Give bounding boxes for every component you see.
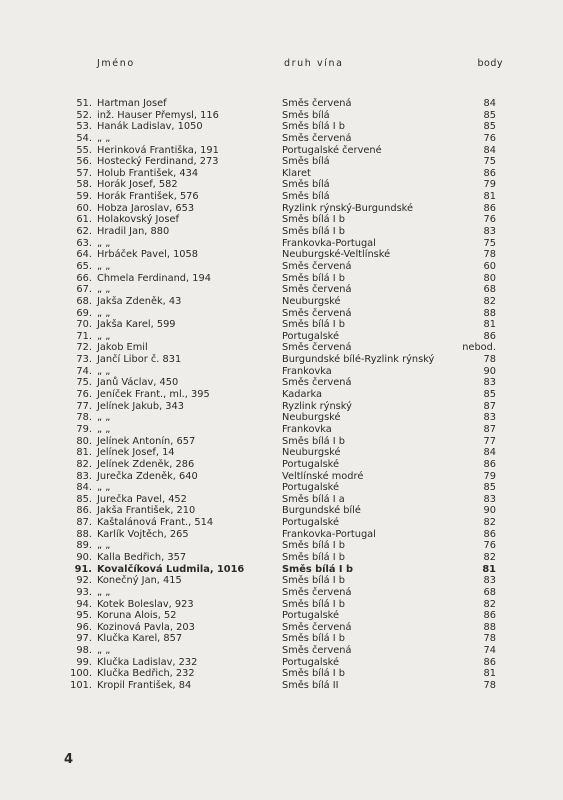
list-item [0,459,563,471]
entry-name: Kropil František, 84 [97,680,192,692]
entry-name: Konečný Jan, 415 [97,575,182,587]
entry-name: inž. Hauser Přemysl, 116 [97,109,219,121]
entry-number: 98. [76,645,92,657]
list-item [0,179,563,191]
list-item [0,680,563,692]
entry-number: 54. [76,132,92,144]
entry-number: 97. [76,633,92,645]
entry-wine-type: Směs bílá I b [282,121,346,133]
entry-wine-type: Burgundské bílé [282,505,361,517]
results-list [0,98,563,692]
entry-name: Horák Josef, 582 [97,179,178,191]
entry-number: 100. [70,668,92,680]
entry-name: Jelínek Antonín, 657 [97,435,196,447]
entry-wine-type: Směs červená [282,342,352,354]
entry-number: 75. [76,377,92,389]
entry-points: 83 [483,412,496,424]
list-item [0,145,563,157]
entry-points: 81 [483,668,496,680]
entry-wine-type: Frankovka-Portugal [282,528,376,540]
entry-name: Herinková Františka, 191 [97,144,219,156]
entry-points: 86 [483,330,496,342]
entry-wine-type: Směs bílá I b [282,575,346,587]
entry-name: Kovalčíková Ludmila, 1016 [97,563,245,575]
entry-points: 85 [483,121,496,133]
entry-wine-type: Burgundské bílé-Ryzlink rýnský [282,354,435,366]
entry-number: 62. [76,226,92,238]
header-wine-type: druh vína [284,58,344,69]
entry-number: 74. [76,365,92,377]
list-item [0,517,563,529]
entry-number: 53. [76,121,92,133]
entry-name: „ „ [97,260,111,272]
entry-points: 86 [483,167,496,179]
entry-name: Hrbáček Pavel, 1058 [97,249,198,261]
entry-name: „ „ [97,540,111,552]
entry-number: 90. [76,551,92,563]
entry-points: 82 [483,295,496,307]
entry-points: 81 [482,563,496,575]
entry-points: 76 [483,540,496,552]
list-item [0,296,563,308]
entry-name: „ „ [97,645,111,657]
entry-number: 101. [70,680,92,692]
entry-wine-type: Směs bílá I b [282,668,346,680]
list-item [0,377,563,389]
entry-name: Klučka Bedřich, 232 [97,668,195,680]
list-item [0,610,563,622]
header-points: body [477,58,503,69]
entry-wine-type: Směs červená [282,586,352,598]
entry-wine-type: Neuburgské-Veltlínské [282,249,391,261]
entry-wine-type: Směs červená [282,377,352,389]
entry-points: 82 [483,517,496,529]
entry-points: 68 [483,284,496,296]
entry-points: 78 [483,633,496,645]
list-item [0,168,563,180]
list-item [0,319,563,331]
list-item [0,133,563,145]
entry-points: 79 [483,179,496,191]
entry-points: 84 [483,98,496,109]
entry-wine-type: Frankovka [282,423,332,435]
entry-name: Hartman Josef [97,98,167,109]
entry-number: 77. [76,400,92,412]
entry-number: 84. [76,482,92,494]
entry-name: Holub František, 434 [97,167,199,179]
entry-points: 78 [483,249,496,261]
list-item [0,633,563,645]
entry-wine-type: Neuburgské [282,447,341,459]
list-item [0,645,563,657]
entry-wine-type: Směs červená [282,307,352,319]
list-item [0,668,563,680]
entry-wine-type: Směs bílá I b [282,319,346,331]
entry-wine-type: Směs bílá I b [282,563,353,575]
entry-name: Jurečka Zdeněk, 640 [97,470,198,482]
entry-name: Klučka Karel, 857 [97,633,183,645]
list-item [0,191,563,203]
entry-points: 87 [483,400,496,412]
entry-number: 99. [76,656,92,668]
entry-points: 90 [483,365,496,377]
entry-wine-type: Směs červená [282,260,352,272]
list-item [0,354,563,366]
entry-wine-type: Frankovka [282,365,332,377]
entry-wine-type: Směs bílá [282,156,330,168]
entry-name: „ „ [97,412,111,424]
list-item [0,203,563,215]
entry-points: 86 [483,610,496,622]
entry-name: Jančí Libor č. 831 [97,354,182,366]
entry-number: 93. [76,586,92,598]
entry-wine-type: Směs bílá I b [282,540,346,552]
entry-wine-type: Směs bílá [282,191,330,203]
entry-points: 83 [483,377,496,389]
entry-number: 68. [76,295,92,307]
entry-number: 56. [76,156,92,168]
entry-name: „ „ [97,586,111,598]
entry-number: 78. [76,412,92,424]
entry-points: 84 [483,447,496,459]
entry-points: 77 [483,435,496,447]
entry-number: 63. [76,237,92,249]
entry-points: 86 [483,202,496,214]
list-item [0,587,563,599]
entry-points: 81 [483,191,496,203]
entry-name: Hradil Jan, 880 [97,226,170,238]
entry-number: 72. [76,342,92,354]
entry-number: 79. [76,423,92,435]
entry-points: 76 [483,214,496,226]
entry-wine-type: Portugalské [282,610,340,622]
entry-name: Jakša František, 210 [97,505,196,517]
list-item [0,238,563,250]
entry-name: Jelínek Josef, 14 [97,447,175,459]
entry-wine-type: Směs červená [282,284,352,296]
entry-name: Kozinová Pavla, 203 [97,621,195,633]
list-item [0,214,563,226]
entry-number: 91. [74,563,92,575]
entry-wine-type: Portugalské [282,656,340,668]
entry-points: 82 [483,551,496,563]
entry-number: 73. [76,354,92,366]
list-item [0,261,563,273]
table-header [0,58,563,72]
entry-name: Jeníček Frant., ml., 395 [97,389,210,401]
entry-number: 70. [76,319,92,331]
list-item [0,249,563,261]
entry-points: 68 [483,586,496,598]
entry-number: 96. [76,621,92,633]
entry-number: 89. [76,540,92,552]
entry-name: Jelínek Jakub, 343 [97,400,185,412]
entry-points: 86 [483,656,496,668]
entry-name: „ „ [97,237,111,249]
entry-number: 57. [76,167,92,179]
list-item [0,471,563,483]
list-item [0,436,563,448]
entry-number: 81. [76,447,92,459]
entry-points: 75 [483,237,496,249]
entry-number: 51. [76,98,92,109]
entry-wine-type: Směs červená [282,645,352,657]
entry-wine-type: Ryzlink rýnský-Burgundské [282,202,414,214]
entry-points: 74 [483,645,496,657]
entry-number: 55. [76,144,92,156]
entry-points: 75 [483,156,496,168]
entry-wine-type: Neuburgské [282,295,341,307]
list-item [0,342,563,354]
entry-name: Horák František, 576 [97,191,199,203]
entry-number: 52. [76,109,92,121]
list-item [0,575,563,587]
entry-name: Holakovský Josef [97,214,180,226]
entry-name: „ „ [97,365,111,377]
entry-number: 66. [76,272,92,284]
entry-number: 95. [76,610,92,622]
entry-number: 82. [76,458,92,470]
entry-points: 81 [483,319,496,331]
entry-wine-type: Portugalské červené [282,144,382,156]
entry-name: Jakob Emil [97,342,148,354]
entry-name: Hobza Jaroslav, 653 [97,202,195,214]
entry-points: 83 [483,575,496,587]
entry-wine-type: Směs bílá I b [282,633,346,645]
entry-points: 79 [483,470,496,482]
entry-wine-type: Směs bílá I b [282,598,346,610]
entry-points: 84 [483,144,496,156]
entry-wine-type: Portugalské [282,482,340,494]
header-name: Jméno [97,58,135,69]
entry-points: 78 [483,354,496,366]
entry-points: 90 [483,505,496,517]
entry-points: 85 [483,109,496,121]
entry-points: 82 [483,598,496,610]
entry-name: Klučka Ladislav, 232 [97,656,198,668]
entry-number: 86. [76,505,92,517]
list-item [0,412,563,424]
entry-wine-type: Kadarka [282,389,323,401]
entry-name: Jakša Karel, 599 [97,319,176,331]
entry-number: 69. [76,307,92,319]
entry-wine-type: Portugalské [282,458,340,470]
entry-name: Jurečka Pavel, 452 [97,493,187,505]
entry-number: 80. [76,435,92,447]
entry-points: 87 [483,423,496,435]
list-item [0,622,563,634]
entry-name: Chmela Ferdinand, 194 [97,272,211,284]
entry-points: 83 [483,226,496,238]
list-item [0,564,563,576]
list-item [0,505,563,517]
entry-points: 80 [483,272,496,284]
entry-points: 85 [483,389,496,401]
entry-number: 60. [76,202,92,214]
page-number: 4 [64,752,74,767]
list-item [0,424,563,436]
list-item [0,366,563,378]
entry-wine-type: Ryzlink rýnský [282,400,352,412]
entry-points: 76 [483,132,496,144]
list-item [0,121,563,133]
list-item [0,401,563,413]
entry-name: Janů Václav, 450 [97,377,179,389]
entry-name: Hanák Ladislav, 1050 [97,121,203,133]
entry-number: 92. [76,575,92,587]
list-item [0,599,563,611]
entry-name: „ „ [97,307,111,319]
entry-wine-type: Směs bílá I b [282,214,346,226]
entry-wine-type: Směs červená [282,621,352,633]
entry-wine-type: Směs bílá [282,179,330,191]
list-item [0,308,563,320]
entry-wine-type: Frankovka-Portugal [282,237,376,249]
entry-number: 67. [76,284,92,296]
entry-number: 88. [76,528,92,540]
list-item [0,273,563,285]
entry-number: 59. [76,191,92,203]
entry-points: 60 [483,260,496,272]
entry-points: 88 [483,307,496,319]
list-item [0,540,563,552]
entry-wine-type: Směs bílá II [282,680,339,692]
entry-wine-type: Směs bílá I b [282,551,346,563]
entry-wine-type: Veltlínské modré [282,470,364,482]
list-item [0,98,563,110]
entry-name: Koruna Alois, 52 [97,610,177,622]
entry-name: Kalla Bedřich, 357 [97,551,187,563]
entry-number: 76. [76,389,92,401]
entry-wine-type: Směs bílá I a [282,493,345,505]
entry-name: Jakša Zdeněk, 43 [97,295,182,307]
entry-number: 87. [76,517,92,529]
entry-wine-type: Směs červená [282,98,352,109]
entry-name: Karlík Vojtěch, 265 [97,528,189,540]
entry-wine-type: Klaret [282,167,311,179]
entry-number: 58. [76,179,92,191]
list-item [0,110,563,122]
entry-number: 64. [76,249,92,261]
entry-number: 94. [76,598,92,610]
entry-name: „ „ [97,423,111,435]
entry-wine-type: Portugalské [282,517,340,529]
entry-name: „ „ [97,330,111,342]
list-item [0,552,563,564]
list-item [0,331,563,343]
entry-name: Hostecký Ferdinand, 273 [97,156,219,168]
entry-name: „ „ [97,284,111,296]
entry-number: 83. [76,470,92,482]
entry-points: 86 [483,528,496,540]
entry-number: 65. [76,260,92,272]
entry-number: 85. [76,493,92,505]
entry-points: nebod. [462,342,496,354]
entry-wine-type: Směs bílá I b [282,272,346,284]
entry-name: „ „ [97,482,111,494]
entry-number: 61. [76,214,92,226]
entry-points: 83 [483,493,496,505]
entry-name: Kaštalánová Frant., 514 [97,517,214,529]
entry-name: Kotek Boleslav, 923 [97,598,194,610]
entry-wine-type: Směs bílá [282,109,330,121]
entry-name: „ „ [97,132,111,144]
entry-wine-type: Směs bílá I b [282,226,346,238]
entry-wine-type: Směs červená [282,132,352,144]
entry-wine-type: Neuburgské [282,412,341,424]
list-item [0,529,563,541]
list-item [0,389,563,401]
list-item [0,284,563,296]
list-item [0,447,563,459]
entry-wine-type: Portugalské [282,330,340,342]
list-item [0,226,563,238]
list-item [0,494,563,506]
list-item [0,657,563,669]
entry-points: 86 [483,458,496,470]
entry-wine-type: Směs bílá I b [282,435,346,447]
entry-name: Jelínek Zdeněk, 286 [97,458,195,470]
list-item [0,482,563,494]
entry-points: 78 [483,680,496,692]
entry-number: 71. [76,330,92,342]
list-item [0,156,563,168]
entry-points: 88 [483,621,496,633]
entry-points: 85 [483,482,496,494]
